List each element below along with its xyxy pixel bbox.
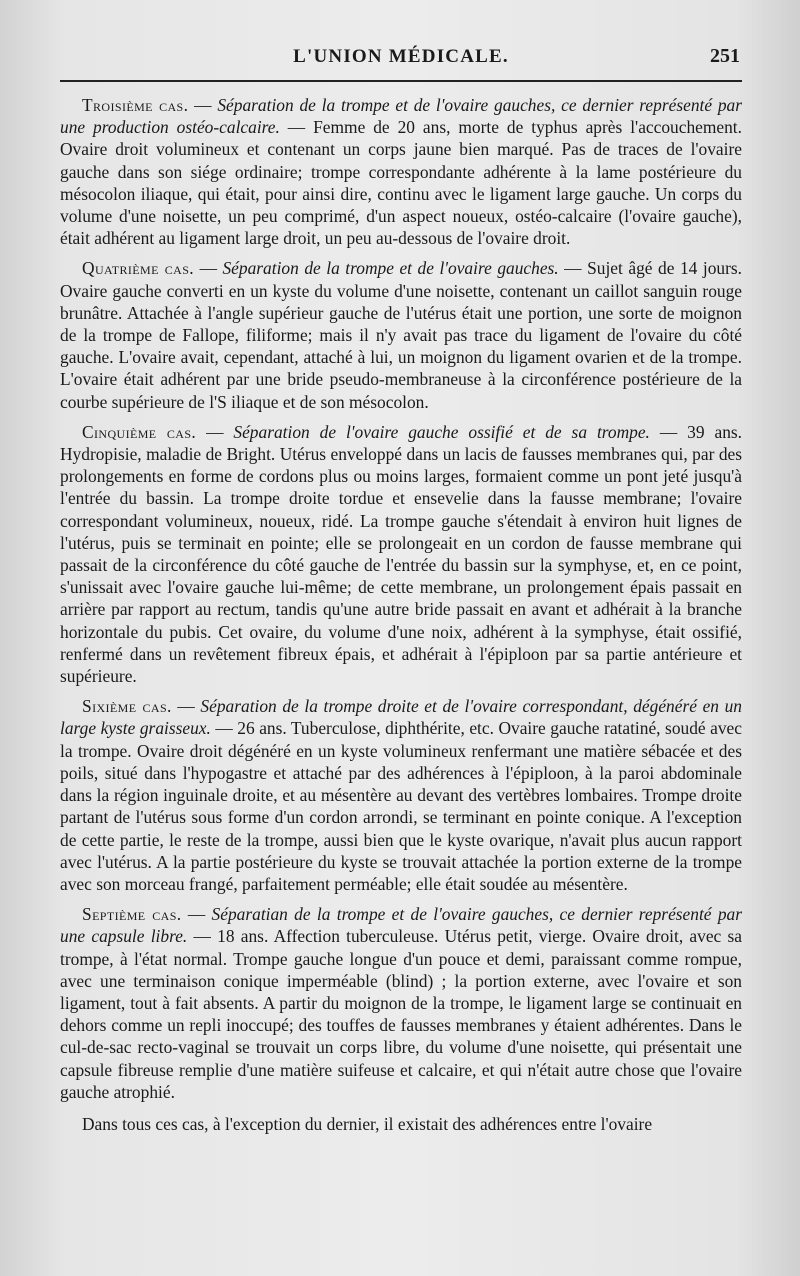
case-text: — Femme de 20 ans, morte de typhus après l'accouchement. Ovaire droit volumineux et contenant un corps jaune bien marqué. Pas de traces de l'ovaire gauche dans son siége ordinaire; trompe correspondante adhérente à la lame postérieure du mésocolon iliaque, qui était, pour ainsi dire, continu avec le ligament large gauche. Un corps du volume d'une noisette, un peu comprimé, d'un aspect noueux, ostéo-calcaire (l'ovaire gauche), était adhérent au ligament large droit, un peu au-dessous de l'ovaire droit. [60, 117, 742, 249]
page-header [60, 40, 742, 74]
case-label: Quatrième cas. [82, 258, 195, 279]
case-title: Séparatian de la trompe et de l'ovaire gauches, ce dernier représenté par une capsule libre. [60, 904, 742, 947]
case-dash: — [181, 904, 212, 925]
case-label: Cinquième cas. [82, 421, 197, 442]
case-dash: — [188, 95, 218, 115]
paragraph-case-7 [60, 903, 742, 1103]
case-label: Septième cas. [82, 904, 182, 925]
paragraph-case-4 [60, 257, 742, 412]
case-label: Troisième cas. [82, 95, 189, 115]
case-text: — 39 ans. Hydropisie, maladie de Bright. Utérus enveloppé dans un lacis de fausses membranes qui, par des prolongements en forme de cordons plus ou moins larges, formaient comme un pont jeté jusqu'à l'entrée du bassin. La trompe droite tordue et ensevelie dans la fausse membrane; l'ovaire correspondant volumineux, noueux, ridé. La trompe gauche s'étendait à environ huit lignes de l'utérus, puis se terminait en pointe; elle se prolongeait en un cordon de fausse membrane qui passait de la circonférence du côté gauche de l'entrée du bassin sur la symphyse, et, en ce point, s'unissait avec l'ovaire gauche lui-même; de cette membrane, un prolongement épais passait en arrière par rapport au rectum, tandis qu'une autre bride passait en avant et adhérait à la branche horizontale du pubis. Cet ovaire, du volume d'une noix, adhérent à la symphyse, était ossifié, renfermé dans un revêtement fibreux épais, et adhérait à l'épiploon par sa partie antérieure et supérieure. [60, 421, 743, 687]
header-rule [60, 80, 742, 82]
case-title: Séparation de l'ovaire gauche ossifié et de sa trompe. [233, 421, 650, 442]
case-text: — 18 ans. Affection tuberculeuse. Utérus petit, vierge. Ovaire droit, avec sa trompe, à l'état normal. Trompe gauche longue d'un pouce et demi, paraissant comme rompue, avec une terminaison conique imperméable (blind) ; la portion externe, avec l'ovaire et son ligament, tout à fait absents. A partir du moignon de la trompe, le ligament large se continuait en dehors comme un repli inoccupé; des touffes de fausses membranes y étaient adhérentes. Dans le cul-de-sac recto-vaginal se trouvait un corps libre, du volume d'une noisette, qui présentait une capsule fibreuse remplie d'une matière suifeuse et calcaire, et qui n'était autre chose que l'ovaire gauche atrophié. [60, 926, 742, 1102]
page-number: 251 [710, 45, 740, 67]
case-dash: — [196, 421, 234, 442]
case-text: — Sujet âgé de 14 jours. Ovaire gauche converti en un kyste du volume d'une noisette, contenant un caillot sanguin rouge brunâtre. Attachée à l'angle supérieur gauche de l'utérus était une portion, une sorte de moignon de la trompe de Fallope, filiforme; mais il n'y avait pas trace du ligament de l'ovaire du côté gauche. L'ovaire avait, cependant, attaché à lui, un moignon du ligament ovarien et de la trompe. L'ovaire était adhérent par une bride pseudo-membraneuse à la circonférence postérieure de la courbe supérieure de l'S iliaque et de son mésocolon. [60, 258, 742, 412]
case-title: Séparation de la trompe droite et de l'ovaire correspondant, dégénéré en un large kyste graisseux. [60, 696, 743, 739]
case-dash: — [194, 258, 223, 279]
paragraph-case-5 [60, 421, 742, 687]
case-title: Séparation de la trompe et de l'ovaire gauches. [222, 258, 559, 279]
paragraph-case-3 [60, 94, 742, 249]
running-title: L'UNION MÉDICALE. [293, 46, 509, 67]
case-label: Sixième cas. [82, 696, 172, 717]
body-text [60, 94, 742, 1143]
paragraph-case-6 [60, 695, 742, 895]
case-title: Séparation de la trompe et de l'ovaire gauches, ce dernier représenté par une production ostéo-calcaire. [60, 95, 743, 138]
closing-line: Dans tous ces cas, à l'exception du dernier, il existait des adhérences entre l'ovaire [82, 1113, 653, 1134]
case-text: — 26 ans. Tuberculose, diphthérite, etc. Ovaire gauche ratatiné, soudé avec la trompe. Ovaire droit dégénéré en un kyste volumineux renfermant une matière sébacée et des poils, situé dans l'hypogastre et attaché par des adhérences à l'épiploon, à la paroi abdominale dans la région inguinale droite, et au mésentère au devant des vertèbres lombaires. Trompe droite partant de l'utérus sous forme d'un cordon arrondi, se terminant en pointe conique. A l'exception de cette partie, le reste de la trompe, aussi bien que le kyste ovarique, n'avait plus aucun rapport avec l'utérus. A la partie postérieure du kyste se trouvait attachée la portion externe de la trompe avec son morceau frangé, parfaitement perméable; elle était soudée au mésentère. [60, 718, 742, 894]
case-dash: — [171, 696, 201, 717]
